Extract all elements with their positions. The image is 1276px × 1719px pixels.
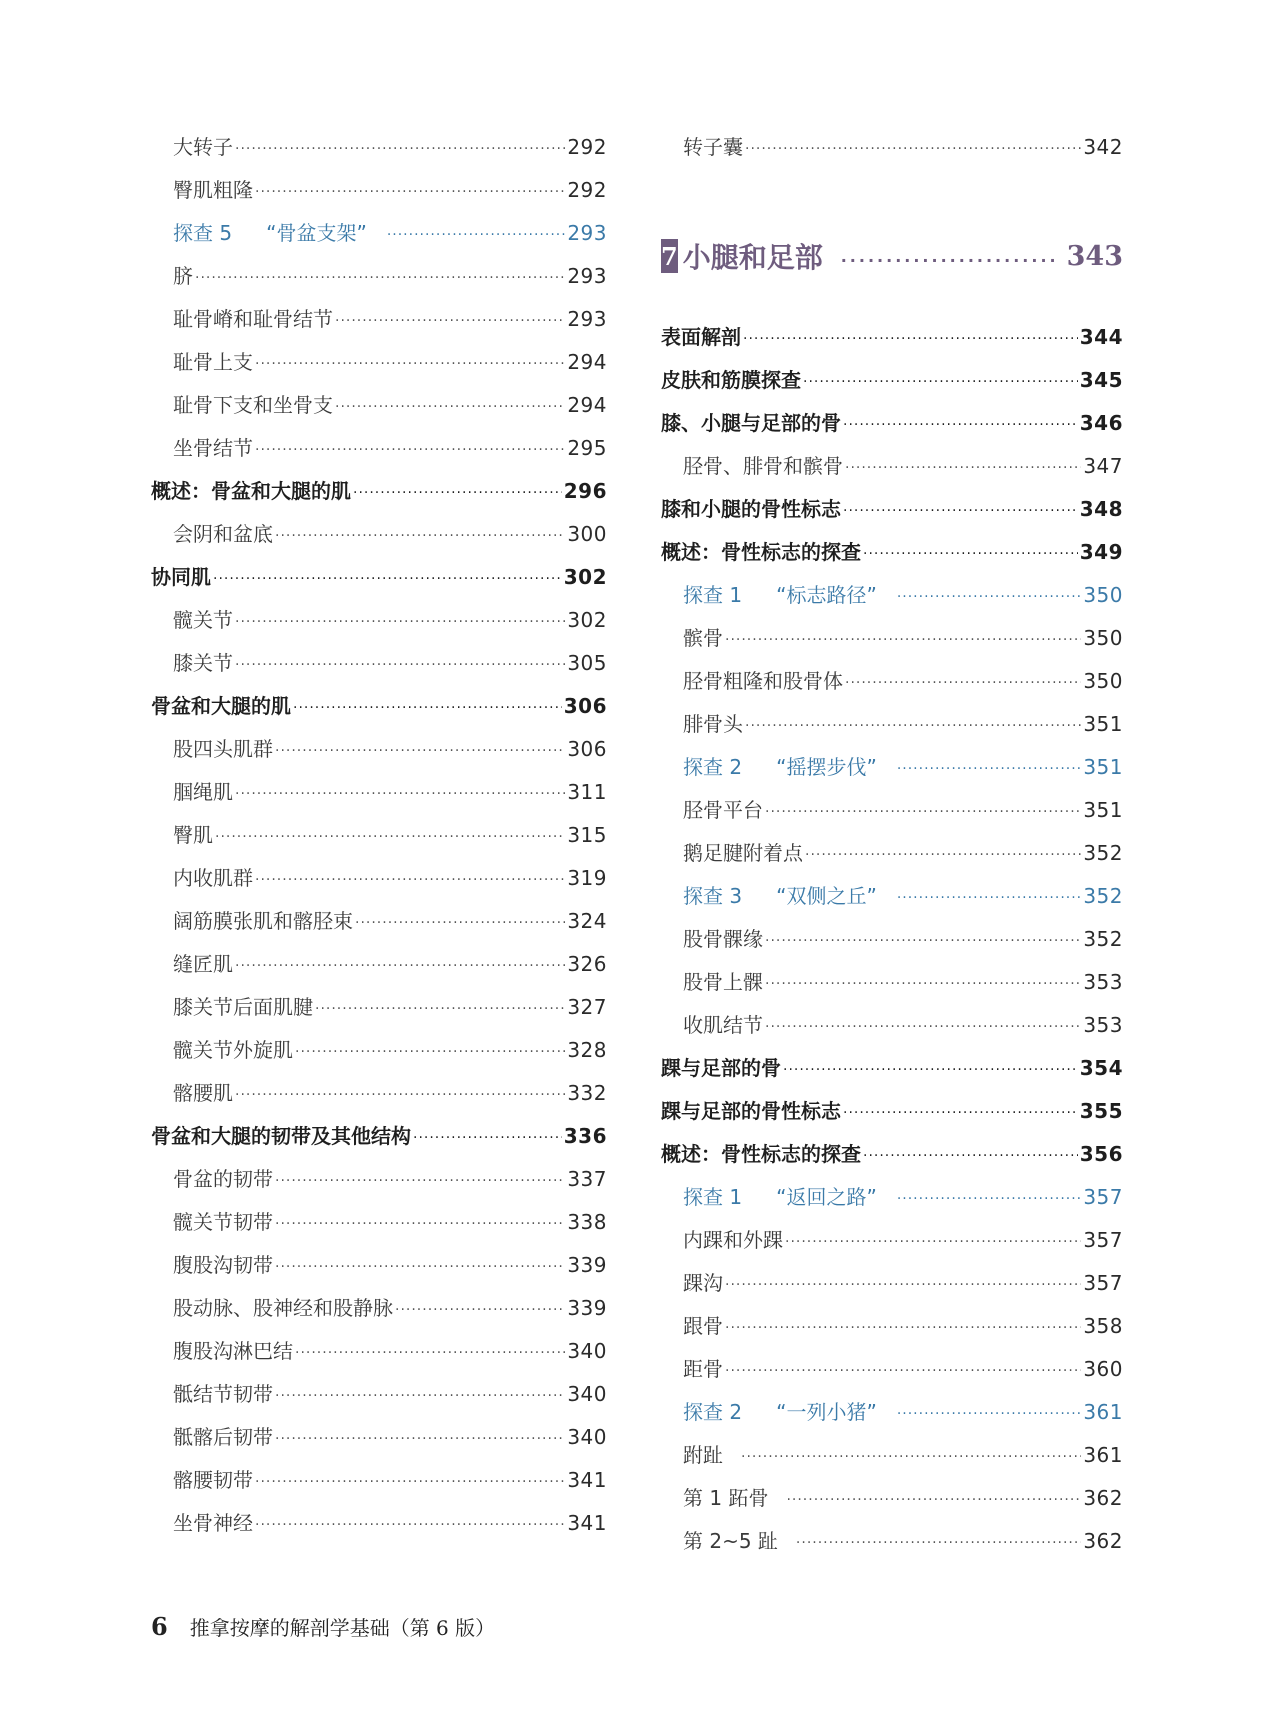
leader-dots <box>275 1381 565 1411</box>
toc-entry-title: 股骨髁缘 <box>683 927 763 951</box>
toc-entry-title: 腘绳肌 <box>173 780 233 804</box>
leader-dots <box>315 994 565 1024</box>
toc-entry-quote: “一列小猪” <box>776 1400 877 1424</box>
toc-entry-title: 骶髂后韧带 <box>173 1425 273 1449</box>
toc-entry[interactable] <box>661 451 1123 481</box>
leader-dots <box>786 1485 1081 1515</box>
toc-entry[interactable] <box>661 1268 1123 1298</box>
leader-dots <box>235 650 565 680</box>
toc-entry-page: 360 <box>1083 1357 1123 1381</box>
toc-entry-page: 354 <box>1079 1056 1123 1080</box>
toc-entry[interactable] <box>661 494 1123 524</box>
leader-dots <box>295 1338 565 1368</box>
toc-entry-title: 坐骨神经 <box>173 1511 253 1535</box>
leader-dots <box>215 822 565 852</box>
toc-entry-title: 概述：骨性标志的探查 <box>661 540 861 564</box>
toc-entry[interactable] <box>151 304 607 334</box>
toc-entry-page: 339 <box>567 1253 607 1277</box>
leader-dots <box>255 865 565 895</box>
toc-entry-title: 髋关节 <box>173 608 233 632</box>
leader-dots <box>725 1356 1081 1386</box>
toc-entry-page: 356 <box>1079 1142 1123 1166</box>
toc-entry-title: 踝与足部的骨 <box>661 1056 781 1080</box>
toc-entry-page: 338 <box>567 1210 607 1234</box>
toc-entry[interactable] <box>151 1293 607 1323</box>
chapter-title: 小腿和足部 <box>682 241 823 274</box>
toc-entry-title: 骨盆和大腿的肌 <box>151 694 291 718</box>
toc-entry-title: 概述：骨盆和大腿的肌 <box>151 479 351 503</box>
toc-entry[interactable] <box>661 1354 1123 1384</box>
toc-entry-page: 352 <box>1083 841 1123 865</box>
leader-dots <box>741 1442 1081 1472</box>
toc-entry-title: 耻骨上支 <box>173 350 253 374</box>
toc-entry-page: 332 <box>567 1081 607 1105</box>
toc-entry[interactable] <box>661 1440 1123 1470</box>
toc-entry-title: 胫骨粗隆和股骨体 <box>683 669 843 693</box>
toc-entry-title: 探查 1 “返回之路” <box>683 1185 877 1209</box>
toc-entry[interactable] <box>661 408 1123 438</box>
toc-entry-page: 336 <box>563 1124 607 1148</box>
toc-entry-title: 探查 3 “双侧之丘” <box>683 884 877 908</box>
leader-dots <box>275 521 565 551</box>
toc-entry[interactable] <box>661 322 1123 352</box>
toc-entry-page: 340 <box>567 1382 607 1406</box>
toc-entry-title: 骨盆和大腿的韧带及其他结构 <box>151 1124 411 1148</box>
toc-entry-page: 293 <box>567 307 607 331</box>
toc-entry[interactable] <box>151 648 607 678</box>
toc-entry-page: 293 <box>567 264 607 288</box>
leader-dots <box>387 220 565 250</box>
leader-dots <box>255 1510 565 1540</box>
toc-entry-title: 腹股沟淋巴结 <box>173 1339 293 1363</box>
leader-dots <box>255 1467 565 1497</box>
toc-entry-page: 342 <box>1083 135 1123 159</box>
toc-entry-title: 皮肤和筋膜探查 <box>661 368 801 392</box>
leader-dots <box>863 1141 1078 1171</box>
toc-entry-title: 髋关节外旋肌 <box>173 1038 293 1062</box>
leader-dots <box>796 1528 1081 1558</box>
leader-dots <box>843 496 1078 526</box>
leader-dots <box>255 349 565 379</box>
toc-entry-page: 350 <box>1083 626 1123 650</box>
leader-dots <box>785 1227 1081 1257</box>
toc-entry[interactable] <box>151 1207 607 1237</box>
toc-entry[interactable] <box>661 580 1123 610</box>
toc-entry[interactable] <box>661 1139 1123 1169</box>
toc-entry-page: 361 <box>1083 1443 1123 1467</box>
toc-entry[interactable] <box>151 734 607 764</box>
toc-entry[interactable] <box>661 666 1123 696</box>
toc-entry-title: 脐 <box>173 264 193 288</box>
toc-entry-page: 351 <box>1083 798 1123 822</box>
leader-dots <box>863 539 1078 569</box>
toc-entry-title: 胫骨平台 <box>683 798 763 822</box>
toc-entry-page: 352 <box>1083 884 1123 908</box>
toc-entry-quote: “返回之路” <box>776 1185 877 1209</box>
toc-entry-page: 319 <box>567 866 607 890</box>
leader-dots <box>745 134 1081 164</box>
toc-entry[interactable] <box>151 992 607 1022</box>
leader-dots <box>275 736 565 766</box>
toc-entry-page: 353 <box>1083 970 1123 994</box>
leader-dots <box>195 263 565 293</box>
leader-dots <box>725 1270 1081 1300</box>
toc-entry[interactable] <box>151 1422 607 1452</box>
toc-entry-title: 距骨 <box>683 1357 723 1381</box>
leader-dots <box>355 908 565 938</box>
toc-entry[interactable] <box>661 537 1123 567</box>
toc-entry[interactable] <box>661 924 1123 954</box>
page-footer <box>151 1609 495 1643</box>
leader-dots <box>235 1080 565 1110</box>
leader-dots <box>897 582 1081 612</box>
toc-entry[interactable] <box>151 691 607 721</box>
toc-entry-page: 340 <box>567 1339 607 1363</box>
toc-entry-page: 306 <box>567 737 607 761</box>
toc-entry-title: 跟骨 <box>683 1314 723 1338</box>
toc-entry[interactable] <box>661 623 1123 653</box>
toc-entry-page: 292 <box>567 135 607 159</box>
leader-dots <box>805 840 1081 870</box>
toc-entry[interactable] <box>151 906 607 936</box>
toc-entry[interactable] <box>151 175 607 205</box>
toc-entry[interactable] <box>661 967 1123 997</box>
toc-entry-title: 大转子 <box>173 135 233 159</box>
toc-entry-title: 第 2~5 趾 <box>683 1529 778 1553</box>
toc-entry-page: 340 <box>567 1425 607 1449</box>
leader-dots <box>235 779 565 809</box>
toc-entry-title: 膝关节后面肌腱 <box>173 995 313 1019</box>
toc-entry-page: 294 <box>567 350 607 374</box>
toc-entry[interactable] <box>661 1397 1123 1427</box>
toc-entry-title: 坐骨结节 <box>173 436 253 460</box>
chapter-page: 343 <box>1066 240 1123 272</box>
toc-entry-page: 362 <box>1083 1529 1123 1553</box>
leader-dots <box>235 951 565 981</box>
leader-dots <box>897 1399 1081 1429</box>
toc-entry-title: 膝和小腿的骨性标志 <box>661 497 841 521</box>
toc-entry-page: 315 <box>567 823 607 847</box>
toc-entry-page: 355 <box>1079 1099 1123 1123</box>
toc-entry-page: 349 <box>1079 540 1123 564</box>
toc-entry[interactable] <box>151 132 607 162</box>
toc-entry[interactable] <box>151 1465 607 1495</box>
leader-dots <box>845 453 1081 483</box>
leader-dots <box>293 693 562 723</box>
toc-entry-title: 鹅足腱附着点 <box>683 841 803 865</box>
toc-entry-title: 膝关节 <box>173 651 233 675</box>
chapter-number: 7 <box>661 239 678 273</box>
toc-entry[interactable] <box>661 1010 1123 1040</box>
toc-entry-page: 302 <box>563 565 607 589</box>
leader-dots <box>765 969 1081 999</box>
leader-dots <box>743 324 1078 354</box>
leader-dots <box>843 1098 1078 1128</box>
toc-entry-title: 跗趾 <box>683 1443 723 1467</box>
toc-entry-page: 327 <box>567 995 607 1019</box>
leader-dots <box>413 1123 562 1153</box>
toc-entry[interactable] <box>151 1078 607 1108</box>
leader-dots <box>275 1166 565 1196</box>
toc-entry[interactable] <box>151 1379 607 1409</box>
toc-entry[interactable] <box>151 433 607 463</box>
toc-entry[interactable] <box>151 519 607 549</box>
toc-entry[interactable] <box>151 1121 607 1151</box>
toc-entry-page: 324 <box>567 909 607 933</box>
toc-entry-page: 351 <box>1083 755 1123 779</box>
toc-entry-title: 股四头肌群 <box>173 737 273 761</box>
toc-entry-page: 358 <box>1083 1314 1123 1338</box>
leader-dots <box>335 306 565 336</box>
toc-entry-title: 腹股沟韧带 <box>173 1253 273 1277</box>
toc-entry-title: 髂腰肌 <box>173 1081 233 1105</box>
toc-entry[interactable] <box>151 218 607 248</box>
toc-entry-page: 341 <box>567 1468 607 1492</box>
leader-dots <box>843 410 1078 440</box>
toc-entry[interactable] <box>151 1164 607 1194</box>
toc-entry-page: 305 <box>567 651 607 675</box>
toc-entry-page: 350 <box>1083 669 1123 693</box>
toc-entry-quote: “骨盆支架” <box>266 221 367 245</box>
toc-entry-title: 膝、小腿与足部的骨 <box>661 411 841 435</box>
toc-entry-title: 腓骨头 <box>683 712 743 736</box>
toc-entry[interactable] <box>151 476 607 506</box>
toc-entry-page: 351 <box>1083 712 1123 736</box>
leader-dots <box>353 478 562 508</box>
toc-entry-page: 346 <box>1079 411 1123 435</box>
toc-entry[interactable] <box>661 1483 1123 1513</box>
toc-entry-title: 骶结节韧带 <box>173 1382 273 1406</box>
toc-entry-title: 第 1 跖骨 <box>683 1486 769 1510</box>
toc-entry[interactable] <box>151 1336 607 1366</box>
leader-dots <box>235 607 565 637</box>
leader-dots <box>745 711 1081 741</box>
toc-entry-page: 300 <box>567 522 607 546</box>
toc-entry-page: 353 <box>1083 1013 1123 1037</box>
chapter-leader-dots <box>841 251 1059 270</box>
toc-entry-page: 311 <box>567 780 607 804</box>
leader-dots <box>255 435 565 465</box>
toc-entry[interactable] <box>661 1182 1123 1212</box>
toc-entry[interactable] <box>661 1311 1123 1341</box>
toc-entry-title: 探查 1 “标志路径” <box>683 583 877 607</box>
toc-entry-title: 探查 2 “一列小猪” <box>683 1400 877 1424</box>
toc-entry-page: 328 <box>567 1038 607 1062</box>
leader-dots <box>897 754 1081 784</box>
toc-entry[interactable] <box>151 863 607 893</box>
leader-dots <box>335 392 565 422</box>
toc-entry[interactable] <box>661 1096 1123 1126</box>
toc-entry[interactable] <box>661 1526 1123 1556</box>
toc-entry[interactable] <box>151 1508 607 1538</box>
toc-entry-title: 会阴和盆底 <box>173 522 273 546</box>
toc-entry-title: 骨盆的韧带 <box>173 1167 273 1191</box>
leader-dots <box>295 1037 565 1067</box>
leader-dots <box>765 1012 1081 1042</box>
leader-dots <box>213 564 562 594</box>
toc-entry-title: 臀肌 <box>173 823 213 847</box>
toc-entry[interactable] <box>151 347 607 377</box>
toc-entry-page: 362 <box>1083 1486 1123 1510</box>
toc-entry-title: 胫骨、腓骨和髌骨 <box>683 454 843 478</box>
toc-entry[interactable] <box>151 605 607 635</box>
toc-entry-quote: “摇摆步伐” <box>776 755 877 779</box>
toc-entry-page: 292 <box>567 178 607 202</box>
toc-entry-page: 361 <box>1083 1400 1123 1424</box>
toc-entry-title: 股骨上髁 <box>683 970 763 994</box>
toc-entry-title: 协同肌 <box>151 565 211 589</box>
toc-entry-page: 347 <box>1083 454 1123 478</box>
toc-entry-page: 326 <box>567 952 607 976</box>
leader-dots <box>275 1252 565 1282</box>
toc-entry-page: 337 <box>567 1167 607 1191</box>
leader-dots <box>897 883 1081 913</box>
toc-entry[interactable] <box>661 1053 1123 1083</box>
toc-entry[interactable] <box>151 562 607 592</box>
leader-dots <box>235 134 565 164</box>
toc-entry-page: 357 <box>1083 1228 1123 1252</box>
leader-dots <box>765 926 1081 956</box>
toc-entry-title: 阔筋膜张肌和髂胫束 <box>173 909 353 933</box>
toc-entry-page: 344 <box>1079 325 1123 349</box>
toc-entry[interactable] <box>661 1225 1123 1255</box>
chapter-heading[interactable] <box>661 236 1123 276</box>
toc-entry-page: 296 <box>563 479 607 503</box>
toc-entry[interactable] <box>661 132 1123 162</box>
toc-entry-title: 耻骨嵴和耻骨结节 <box>173 307 333 331</box>
toc-entry-title: 探查 2 “摇摆步伐” <box>683 755 877 779</box>
leader-dots <box>845 668 1081 698</box>
toc-entry-title: 髂腰韧带 <box>173 1468 253 1492</box>
footer-page-number: 6 <box>151 1611 168 1641</box>
toc-entry-page: 357 <box>1083 1271 1123 1295</box>
toc-entry[interactable] <box>151 1035 607 1065</box>
toc-entry-title: 臀肌粗隆 <box>173 178 253 202</box>
leader-dots <box>897 1184 1081 1214</box>
toc-entry[interactable] <box>151 261 607 291</box>
toc-entry[interactable] <box>661 752 1123 782</box>
toc-entry-title: 缝匠肌 <box>173 952 233 976</box>
toc-entry-title: 髌骨 <box>683 626 723 650</box>
leader-dots <box>275 1424 565 1454</box>
toc-entry[interactable] <box>661 365 1123 395</box>
toc-entry-title: 踝与足部的骨性标志 <box>661 1099 841 1123</box>
toc-entry[interactable] <box>661 795 1123 825</box>
leader-dots <box>803 367 1078 397</box>
toc-entry-title: 概述：骨性标志的探查 <box>661 1142 861 1166</box>
toc-entry-quote: “双侧之丘” <box>776 884 877 908</box>
toc-entry[interactable] <box>151 949 607 979</box>
footer-book-title: 推拿按摩的解剖学基础（第 6 版） <box>189 1615 496 1640</box>
toc-entry-page: 357 <box>1083 1185 1123 1209</box>
toc-entry-title: 内收肌群 <box>173 866 253 890</box>
leader-dots <box>765 797 1081 827</box>
toc-entry-page: 302 <box>567 608 607 632</box>
toc-entry[interactable] <box>661 881 1123 911</box>
toc-entry[interactable] <box>151 390 607 420</box>
toc-entry-page: 306 <box>563 694 607 718</box>
leader-dots <box>725 625 1081 655</box>
leader-dots <box>255 177 565 207</box>
toc-entry-page: 348 <box>1079 497 1123 521</box>
toc-entry-title: 探查 5 “骨盆支架” <box>173 221 367 245</box>
toc-entry-title: 转子囊 <box>683 135 743 159</box>
toc-entry-page: 345 <box>1079 368 1123 392</box>
toc-entry-title: 股动脉、股神经和股静脉 <box>173 1296 393 1320</box>
toc-entry-title: 髋关节韧带 <box>173 1210 273 1234</box>
toc-entry-page: 293 <box>567 221 607 245</box>
toc-entry-page: 295 <box>567 436 607 460</box>
toc-entry-title: 踝沟 <box>683 1271 723 1295</box>
toc-entry-page: 339 <box>567 1296 607 1320</box>
toc-entry[interactable] <box>661 709 1123 739</box>
toc-entry[interactable] <box>151 820 607 850</box>
toc-entry-quote: “标志路径” <box>776 583 877 607</box>
leader-dots <box>783 1055 1078 1085</box>
toc-entry[interactable] <box>151 777 607 807</box>
toc-entry[interactable] <box>661 838 1123 868</box>
toc-entry-page: 350 <box>1083 583 1123 607</box>
toc-entry-page: 341 <box>567 1511 607 1535</box>
toc-entry-page: 352 <box>1083 927 1123 951</box>
toc-entry-title: 耻骨下支和坐骨支 <box>173 393 333 417</box>
toc-entry-title: 表面解剖 <box>661 325 741 349</box>
leader-dots <box>275 1209 565 1239</box>
leader-dots <box>395 1295 565 1325</box>
toc-entry[interactable] <box>151 1250 607 1280</box>
leader-dots <box>725 1313 1081 1343</box>
toc-entry-title: 收肌结节 <box>683 1013 763 1037</box>
toc-entry-page: 294 <box>567 393 607 417</box>
toc-entry-title: 内踝和外踝 <box>683 1228 783 1252</box>
